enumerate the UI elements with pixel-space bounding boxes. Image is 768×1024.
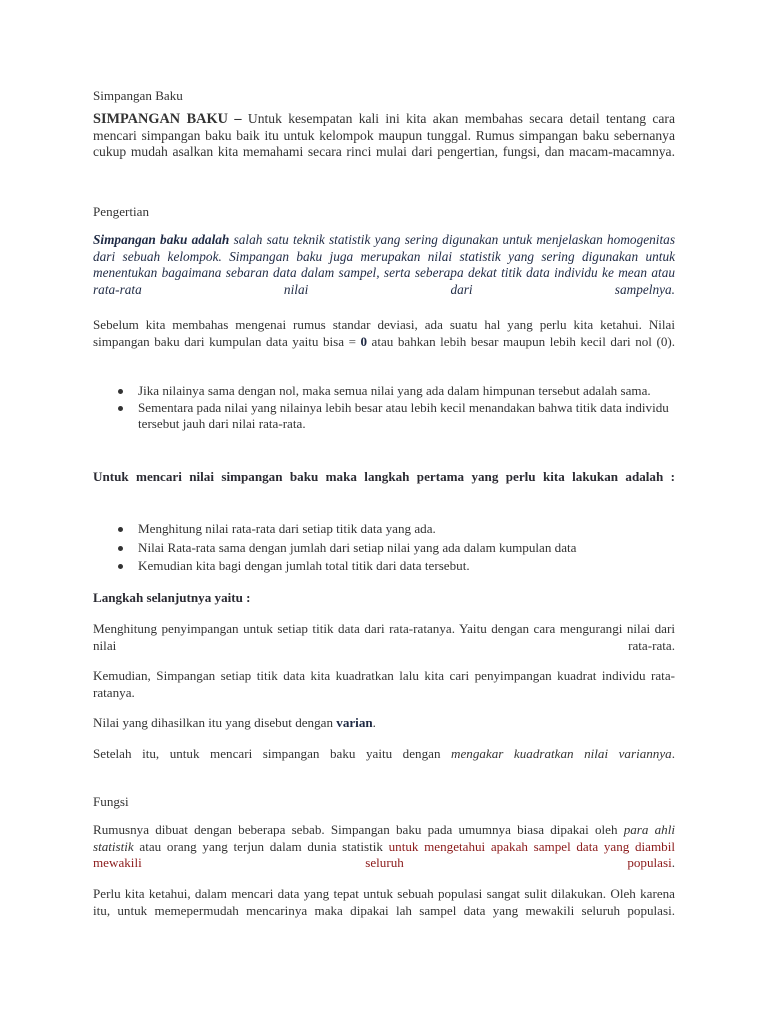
list-item <box>93 521 675 538</box>
root-italic: mengakar kuadratkan nilai variannya <box>451 746 672 761</box>
rumus-end: . <box>671 855 675 870</box>
definition-lead: Simpangan baku adalah <box>93 232 230 247</box>
bullet-list-nilai <box>93 383 675 433</box>
list-item <box>93 540 675 557</box>
document-title: Simpangan Baku <box>93 88 183 103</box>
root-end: . <box>671 746 675 761</box>
list-item <box>93 400 675 433</box>
intro-text: Untuk kesempatan kali ini kita akan membahas secara detail tentang cara mencari simpangan baku baik itu untuk kelompok maupun tunggal. Rumus simpangan baku sebernanya cukup mudah asalkan kita memahami secara rinci mulai dari pengertian, fungsi, dan macam-macamnya. <box>93 111 675 159</box>
variance-term: varian <box>336 715 373 730</box>
rumus-text-b: atau orang yang terjun dalam dunia statistik <box>133 838 389 854</box>
list-item-text: Nilai Rata-rata sama dengan jumlah dari setiap nilai yang ada dalam kumpulan data <box>138 539 577 555</box>
before-text-1: Sebelum kita membahas mengenai rumus standar deviasi, ada suatu hal yang perlu kita ketahui. Nilai simpangan baku dari kumpulan data yaitu bisa = <box>93 317 675 349</box>
intro-lead: SIMPANGAN BAKU – <box>93 111 242 127</box>
list-item-text: Kemudian kita bagi dengan jumlah total titik dari data tersebut. <box>138 558 470 573</box>
list-item-text: Jika nilainya sama dengan nol, maka semua nilai yang ada dalam himpunan tersebut adalah sama. <box>138 383 651 398</box>
bullet-icon <box>118 389 123 394</box>
step-heading: Untuk mencari nilai simpangan baku maka langkah pertama yang perlu kita lakukan adalah : <box>93 469 675 484</box>
square-paragraph: Kemudian, Simpangan setiap titik data kita kuadratkan lalu kita cari penyimpangan kuadrat individu rata-ratanya. <box>93 668 675 700</box>
bullet-icon <box>118 546 123 551</box>
rumus-italic: para ahli statistik <box>93 822 675 854</box>
pengertian-heading: Pengertian <box>93 204 149 219</box>
list-item-text: Sementara pada nilai yang nilainya lebih besar atau lebih kecil menandakan bahwa titik data individu tersebut jauh dari nilai rata-rata. <box>138 399 669 431</box>
variance-end: . <box>372 715 376 730</box>
rumus-text-a: Rumusnya dibuat dengan beberapa sebab. Simpangan baku pada umumnya biasa dipakai oleh <box>93 822 624 837</box>
before-text-2: atau bahkan lebih besar maupun lebih kecil dari nol (0). <box>367 333 675 349</box>
deviation-paragraph: Menghitung penyimpangan untuk setiap titik data dari rata-ratanya. Yaitu dengan cara mengurangi nilai dari nilai rata-rata. <box>93 621 675 653</box>
bullet-list-langkah <box>93 521 675 575</box>
zero-value: 0 <box>360 333 368 349</box>
next-heading: Langkah selanjutnya yaitu : <box>93 590 251 605</box>
fungsi-heading: Fungsi <box>93 794 129 809</box>
definition-text: salah satu teknik statistik yang sering digunakan untuk menjelaskan homogenitas dari sebuah kelompok. Simpangan baku juga merupakan nilai statistik yang sering digunakan untuk menentukan bagaimana sebaran data dalam sampel, serta seberapa dekat titik data individu ke mean atau rata-rata nilai dari sampelnya. <box>93 232 675 297</box>
bullet-icon <box>118 527 123 532</box>
variance-text: Nilai yang dihasilkan itu yang disebut dengan <box>93 715 337 730</box>
rumus-paragraph <box>93 822 675 888</box>
definition-paragraph <box>93 232 675 315</box>
list-item <box>93 383 675 400</box>
rumus-highlight: untuk mengetahui apakah sampel data yang diambil mewakili seluruh populasi <box>93 838 676 870</box>
root-text: Setelah itu, untuk mencari simpangan baku yaitu dengan <box>93 746 452 761</box>
final-paragraph: Perlu kita ketahui, dalam mencari data yang tepat untuk sebuah populasi sangat sulit dilakukan. Oleh karena itu, untuk memepermudah mencarinya maka dipakai lah sampel data yang mewakili seluruh populasi. <box>93 886 675 918</box>
intro-paragraph <box>93 111 675 177</box>
bullet-icon <box>118 564 123 569</box>
list-item <box>93 558 675 575</box>
variance-paragraph <box>93 715 675 732</box>
before-paragraph <box>93 317 675 367</box>
list-item-text: Menghitung nilai rata-rata dari setiap titik data yang ada. <box>138 521 436 536</box>
bullet-icon <box>118 406 123 411</box>
root-paragraph <box>93 746 675 779</box>
